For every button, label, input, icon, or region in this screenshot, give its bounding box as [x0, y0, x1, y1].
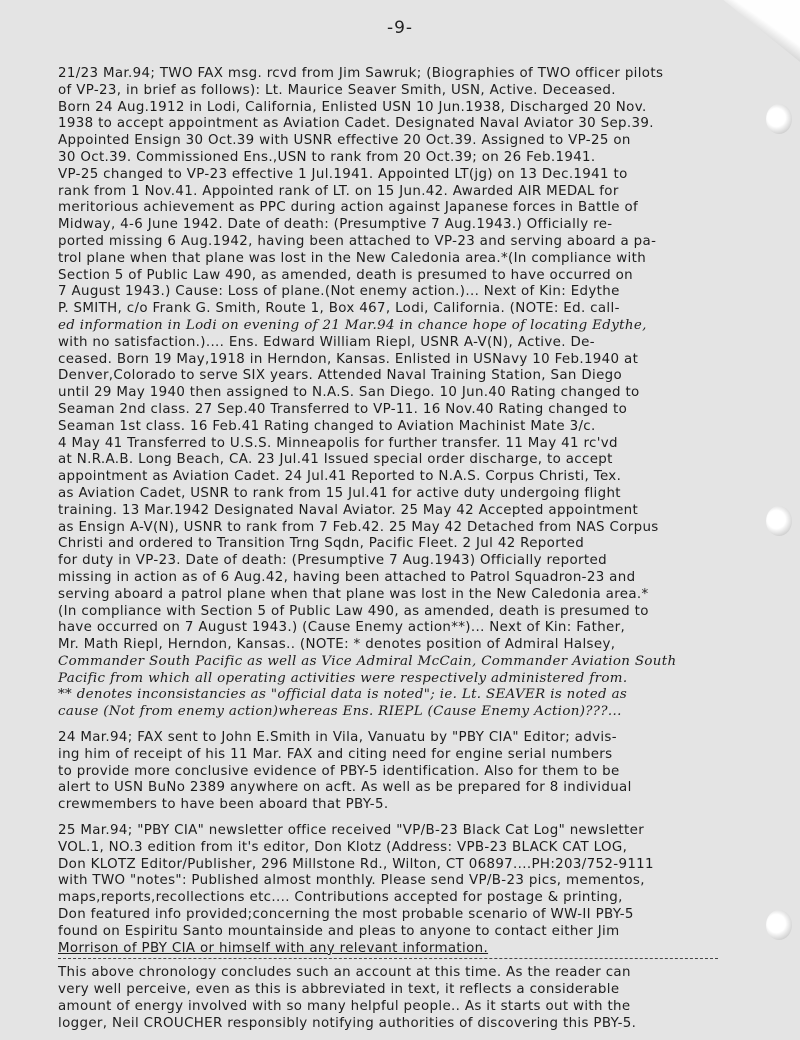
text-line: 1938 to accept appointment as Aviation Cadet. Designated Naval Aviator 30 Sep.39. [58, 116, 654, 132]
text-line: appointment as Aviation Cadet. 24 Jul.41 Reported to N.A.S. Corpus Christi, Tex. [58, 469, 622, 485]
closing-paragraph [58, 965, 748, 1032]
editor-note-line: cause (Not from enemy action)whereas Ens. RIEPL (Cause Enemy Action)???... [58, 704, 622, 720]
text-line: of VP-23, in brief as follows): Lt. Maurice Seaver Smith, USN, Active. Deceased. [58, 82, 616, 98]
text-line: training. 13 Mar.1942 Designated Naval Aviator. 25 May 42 Accepted appointment [58, 502, 639, 518]
paragraph-gap [58, 721, 748, 730]
text-line: 4 May 41 Transferred to U.S.S. Minneapolis for further transfer. 11 May 41 rc'vd [58, 435, 618, 451]
text-line: Section 5 of Public Law 490, as amended, death is presumed to have occurred on [58, 267, 633, 283]
binder-hole-top [766, 104, 792, 134]
text-line: as Ensign A-V(N), USNR to rank from 7 Feb.42. 25 May 42 Detached from NAS Corpus [58, 519, 659, 535]
text-line: 25 Mar.94; "PBY CIA" newsletter office received "VP/B-23 Black Cat Log" newsletter [58, 823, 645, 839]
entry-24-mar-94 [58, 730, 748, 814]
text-line: VOL.1, NO.3 edition from it's editor, Don Klotz (Address: VPB-23 BLACK CAT LOG, [58, 839, 628, 855]
text-line: Don KLOTZ Editor/Publisher, 296 Millstone Rd., Wilton, CT 06897....PH:203/752-9111 [58, 856, 654, 872]
text-line: meritorious achievement as PPC during action against Japanese forces in Battle of [58, 200, 639, 216]
text-line: 30 Oct.39. Commissioned Ens.,USN to rank from 20 Oct.39; on 26 Feb.1941. [58, 149, 596, 165]
text-line: ing him of receipt of his 11 Mar. FAX and citing need for engine serial numbers [58, 746, 613, 762]
editor-note-line: Pacific from which all operating activities were respectively administered from. [58, 670, 628, 686]
text-line: for duty in VP-23. Date of death: (Presumptive 7 Aug.1943) Officially reported [58, 553, 607, 569]
text-line: have occurred on 7 August 1943.) (Cause Enemy action**)... Next of Kin: Father, [58, 620, 626, 636]
text-line: found on Espiritu Santo mountainside and pleas to anyone to contact either Jim [58, 923, 620, 939]
editor-note-line: Commander South Pacific as well as Vice Admiral McCain, Commander Aviation South [58, 653, 677, 669]
text-line: with no satisfaction.).... Ens. Edward William Riepl, USNR A-V(N), Active. De- [58, 334, 595, 350]
text-line: P. SMITH, c/o Frank G. Smith, Route 1, Box 467, Lodi, California. (NOTE: Ed. call- [58, 301, 620, 317]
entry-25-mar-94 [58, 823, 748, 957]
text-line: maps,reports,recollections etc.... Contributions accepted for postage & printing, [58, 890, 623, 906]
text-line: Seaman 2nd class. 27 Sep.40 Transferred to VP-11. 16 Nov.40 Rating changed to [58, 401, 628, 417]
text-line: Born 24 Aug.1912 in Lodi, California, Enlisted USN 10 Jun.1938, Discharged 20 Nov. [58, 99, 647, 115]
entry-21-23-mar-94 [58, 66, 748, 721]
binder-hole-middle [766, 506, 792, 536]
text-line: Denver,Colorado to serve SIX years. Attended Naval Training Station, San Diego [58, 368, 623, 384]
text-line: at N.R.A.B. Long Beach, CA. 23 Jul.41 Issued special order discharge, to accept [58, 452, 613, 468]
text-line: logger, Neil CROUCHER responsibly notifying authorities of discovering this PBY-5. [58, 1015, 637, 1031]
text-line: trol plane when that plane was lost in the New Caledonia area.*(In compliance with [58, 250, 647, 266]
text-line: ported missing 6 Aug.1942, having been attached to VP-23 and serving aboard a pa- [58, 233, 657, 249]
text-line: Seaman 1st class. 16 Feb.41 Rating changed to Aviation Machinist Mate 3/c. [58, 418, 596, 434]
document-body [58, 66, 748, 1033]
text-line: Morrison of PBY CIA or himself with any relevant information. [58, 940, 489, 956]
text-line: with TWO "notes": Published almost monthly. Please send VP/B-23 pics, mementos, [58, 873, 645, 889]
text-line: serving aboard a patrol plane when that plane was lost in the New Caledonia area.* [58, 586, 649, 602]
text-line: Appointed Ensign 30 Oct.39 with USNR effective 20 Oct.39. Assigned to VP-25 on [58, 133, 631, 149]
text-line: alert to USN BuNo 2389 anywhere on acft. As well as be prepared for 8 individual [58, 780, 632, 796]
text-line: to provide more conclusive evidence of PBY-5 identification. Also for them to be [58, 763, 620, 779]
text-line: (In compliance with Section 5 of Public Law 490, as amended, death is presumed to [58, 603, 649, 619]
paragraph-gap [58, 814, 748, 823]
text-line: 21/23 Mar.94; TWO FAX msg. rcvd from Jim Sawruk; (Biographies of TWO officer pilots [58, 66, 664, 81]
text-line: This above chronology concludes such an account at this time. As the reader can [58, 965, 631, 981]
editor-note-line: ed information in Lodi on evening of 21 Mar.94 in chance hope of locating Edythe, [58, 317, 647, 333]
text-line: crewmembers to have been aboard that PBY-5. [58, 797, 389, 813]
text-line: Christi and ordered to Transition Trng Sqdn, Pacific Fleet. 2 Jul 42 Reported [58, 536, 585, 552]
text-line: rank from 1 Nov.41. Appointed rank of LT. on 15 Jun.42. Awarded AIR MEDAL for [58, 183, 619, 199]
page-number: -9- [386, 18, 414, 38]
text-line: Midway, 4-6 June 1942. Date of death: (Presumptive 7 Aug.1943.) Officially re- [58, 217, 613, 233]
text-line: missing in action as of 6 Aug.42, having been attached to Patrol Squadron-23 and [58, 569, 636, 585]
text-line: 7 August 1943.) Cause: Loss of plane.(Not enemy action.)... Next of Kin: Edythe [58, 284, 620, 300]
editor-note-line: ** denotes inconsistancies as "official data is noted"; ie. Lt. SEAVER is noted as [58, 687, 628, 703]
text-line: ceased. Born 19 May,1918 in Herndon, Kansas. Enlisted in USNavy 10 Feb.1940 at [58, 351, 639, 367]
text-line: Don featured info provided;concerning the most probable scenario of WW-II PBY-5 [58, 907, 634, 923]
text-line: Mr. Math Riepl, Herndon, Kansas.. (NOTE: * denotes position of Admiral Halsey, [58, 637, 616, 653]
dashed-divider [58, 958, 718, 959]
text-line: as Aviation Cadet, USNR to rank from 15 Jul.41 for active duty undergoing flight [58, 485, 621, 501]
text-line: amount of energy involved with so many helpful people.. As it starts out with the [58, 999, 631, 1015]
text-line: VP-25 changed to VP-23 effective 1 Jul.1941. Appointed LT(jg) on 13 Dec.1941 to [58, 166, 628, 182]
binder-hole-bottom [766, 910, 792, 940]
text-line: 24 Mar.94; FAX sent to John E.Smith in Vila, Vanuatu by "PBY CIA" Editor; advis- [58, 730, 617, 746]
text-line: until 29 May 1940 then assigned to N.A.S. San Diego. 10 Jun.40 Rating changed to [58, 385, 640, 401]
text-line: very well perceive, even as this is abbreviated in text, it reflects a considerable [58, 982, 620, 998]
